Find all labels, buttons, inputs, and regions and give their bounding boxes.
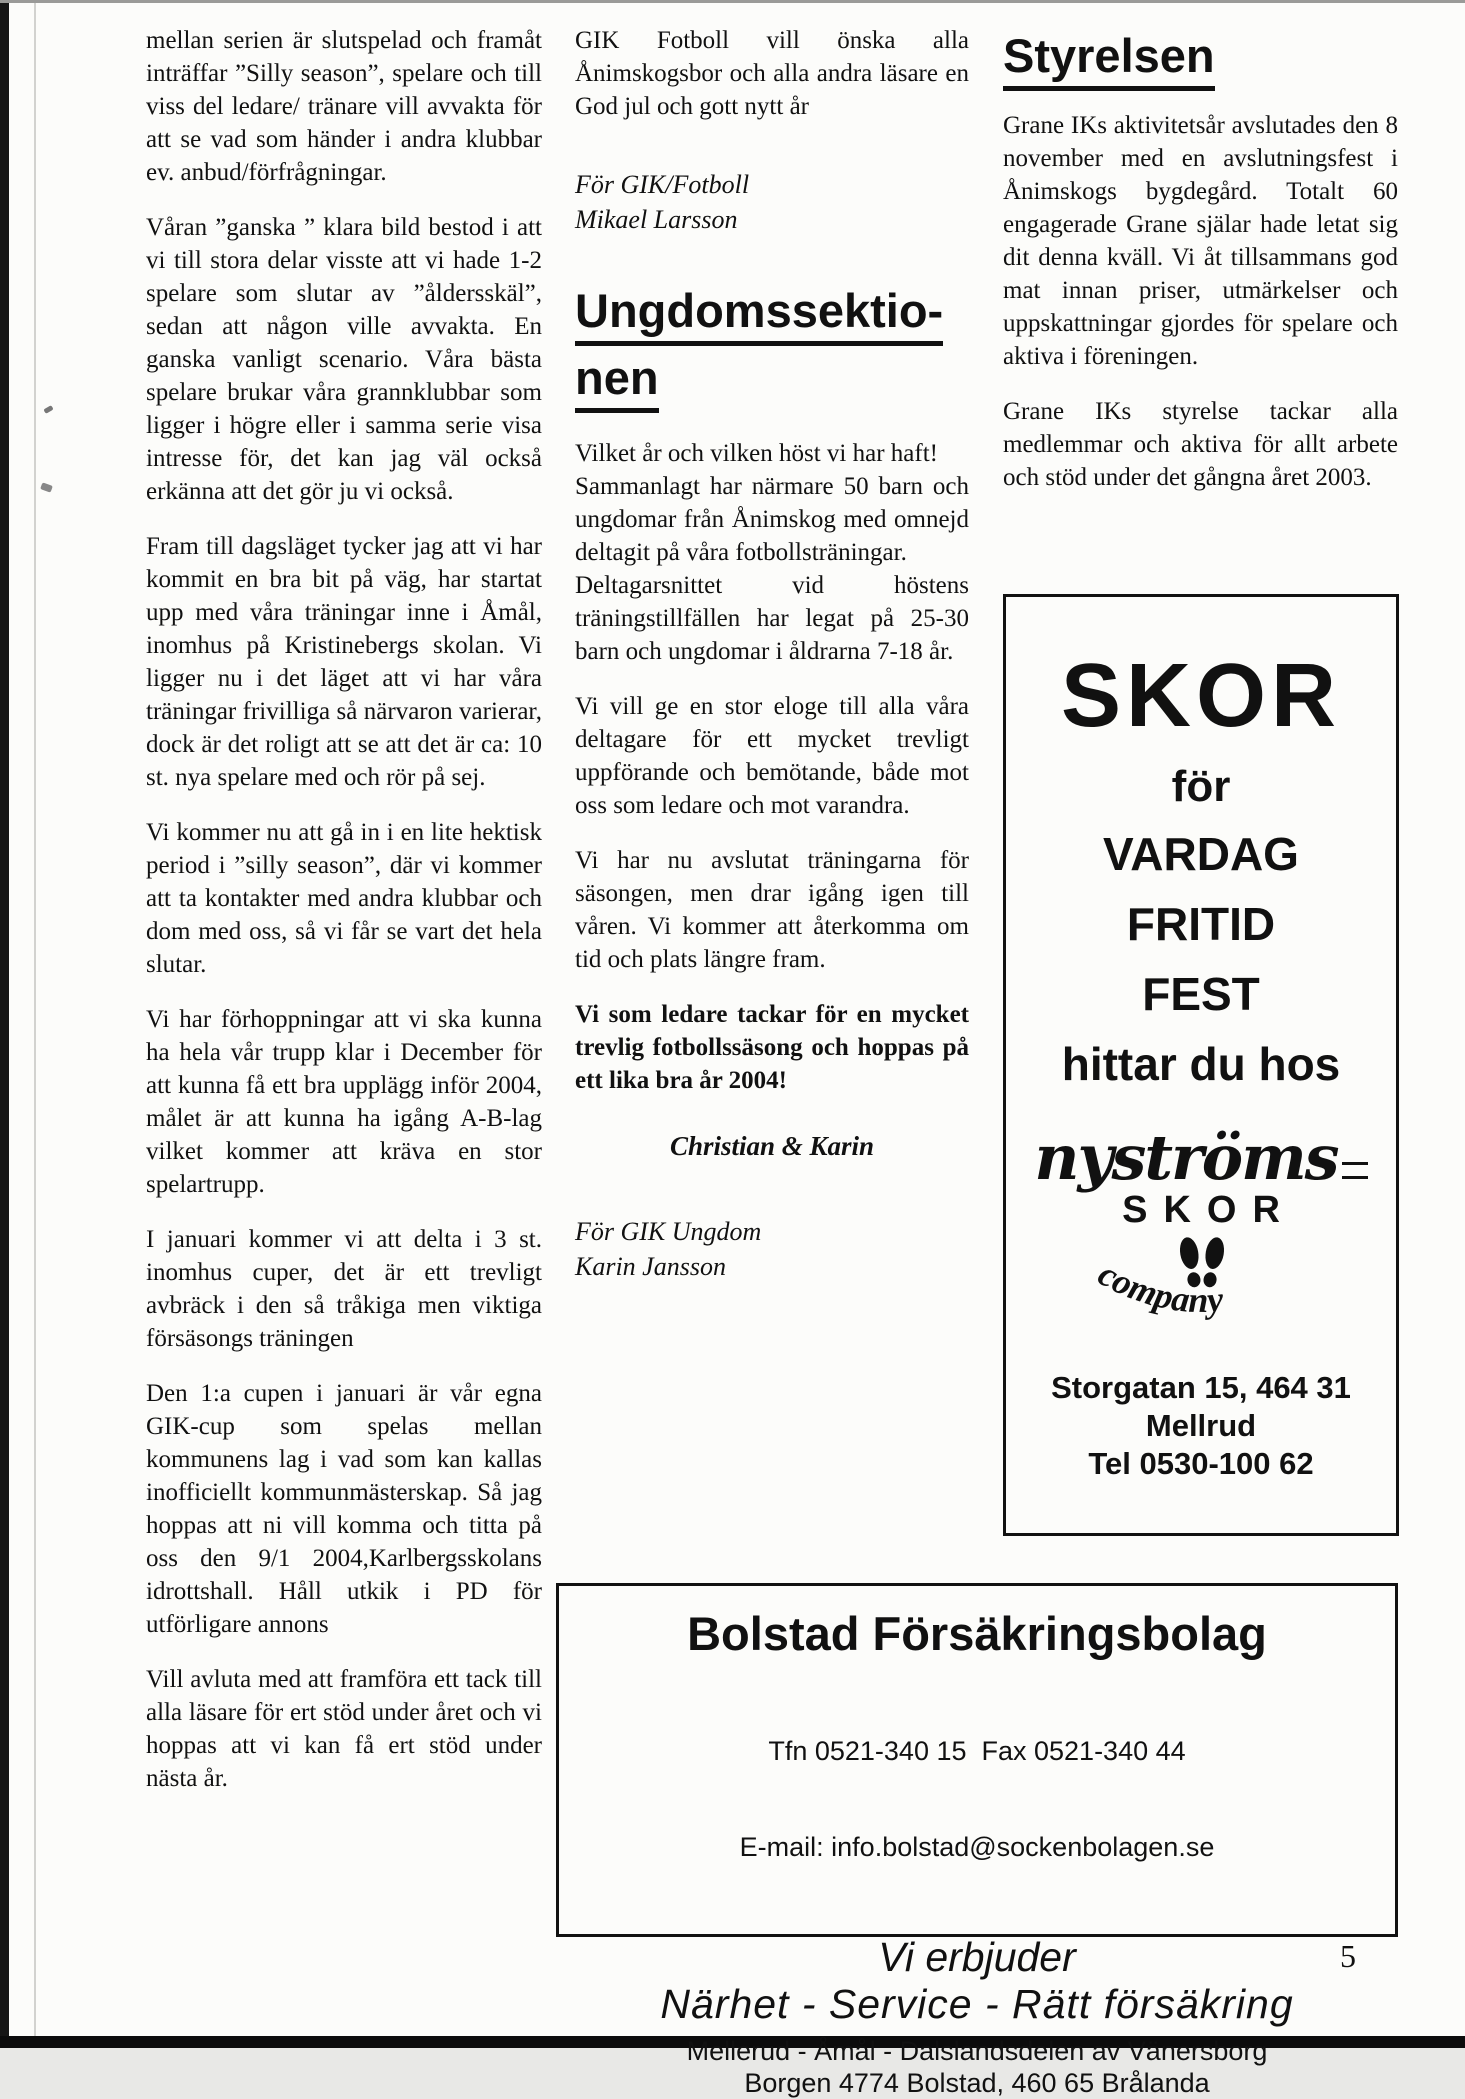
ad-bolstad-email: E-mail: info.bolstad@sockenbolagen.se (739, 1832, 1215, 1862)
paragraph: Sammanlagt har närmare 50 barn och ungdomar från Ånimskog med omnejd deltagit på våra fotbollsträningar. (575, 472, 969, 566)
ad-bolstad-forsakringsbolag (556, 1583, 1398, 2099)
ad-skor-headline: SKOR (1060, 646, 1342, 746)
logo-speed-lines-icon (1342, 1162, 1368, 1179)
paragraph: Vi vill ge en stor eloge till alla våra deltagare för ett mycket trevligt uppförande och bemötande, både mot oss som ledare och mot varandra. (575, 692, 969, 819)
heading-line: Ungdomssektio- (575, 286, 943, 346)
ad-bolstad-region: Mellerud - Åmål - Dalslandsdelen av Vänersborg (686, 2036, 1268, 2067)
paragraph: Fram till dagsläget tycker jag att vi har kommit en bra bit på väg, har startat upp med våra träningar inne i Åmål, inomhus på Kristinebergs skolan. Vi ligger nu i det läget att vi har våra träningar frivilliga så närvaron varierar, dock är det roligt att se att det är ca: 10 st. nya spelare med och rör på sej. (146, 533, 542, 791)
ad-skor-line: VARDAG (1103, 828, 1299, 880)
signature-christian-karin: Christian & Karin (669, 1130, 875, 1161)
scan-edge-left (0, 0, 9, 2048)
column-right (1003, 24, 1398, 494)
column-middle (575, 24, 969, 1284)
ad-bolstad-tagline: Närhet - Service - Rätt försäkring (660, 1981, 1294, 2028)
ad-skor-line: hittar du hos (1061, 1038, 1341, 1090)
ad-bolstad-tagline: Vi erbjuder (878, 1934, 1076, 1980)
scan-edge-top (0, 0, 1465, 3)
paragraph: Vi har nu avslutat träningarna för säsongen, men drar igång igen till våren. Vi kommer att återkomma om tid och plats längre fram. (575, 846, 969, 973)
paragraph: GIK Fotboll vill önska alla Ånimskogsbor och alla andra läsare en God jul och gott nytt år (575, 27, 969, 120)
paragraph: Den 1:a cupen i januari är vår egna GIK-cup som spelas mellan kommunens lag i vad som kan kallas inofficiellt kommunmästerskap. Så jag hoppas att ni vill komma och titta på oss den 9/1 2004,Karlbergsskolans idrottshall. Håll utkik i PD för utförligare annons (146, 1380, 542, 1638)
paragraph: Grane IKs aktivitetsår avslutades den 8 november med en avslutningsfest i Ånimskogs bygdegård. Totalt 60 engagerade Grane själar hade letat sig dit denna kväll. Vi åt tillsammans god mat innan priser, utmärkelser och uppskattningar gjordes för spelare och aktiva i föreningen. (1003, 111, 1398, 370)
signoff-name: Mikael Larsson (575, 205, 738, 234)
paragraph: mellan serien är slutspelad och framåt inträffar ”Silly season”, spelare och till viss del ledare/ tränare vill avvakta för att se vad som händer i andra klubbar ev. anbud/förfrågningar. (146, 27, 542, 186)
paragraph: Grane IKs styrelse tackar alla medlemmar och aktiva för allt arbete och stöd under det gångna året 2003. (1003, 397, 1398, 491)
signoff-gik-ungdom (575, 1214, 969, 1284)
signoff-gik-fotboll (575, 167, 969, 237)
address-line: Tel 0530-100 62 (1088, 1446, 1314, 1481)
ad-nystroms-skor (1003, 594, 1399, 1536)
section-heading-ungdomssektionen (575, 279, 969, 413)
signoff-role: För GIK/Fotboll (575, 170, 750, 199)
ad-skor-line: FRITID (1126, 898, 1276, 950)
scan-edge-shadow (34, 0, 36, 2048)
paragraph: Våran ”ganska ” klara bild bestod i att vi till stora delar visste att vi hade 1-2 spelare som slutar av ”åldersskäl”, sedan att någon ville avvakta. En ganska vanligt scenario. Våra bästa spelare brukar våra grannklubbar som ligger i högre eller i samma serie visa intresse för, det kan jag väl också erkänna att det gör ju vi också. (146, 214, 542, 505)
heading-line: nen (575, 353, 659, 413)
svg-text:company: company (1091, 1253, 1225, 1321)
ad-skor-address (1006, 1369, 1396, 1483)
page-number: 5 (1340, 1938, 1356, 1974)
ad-bolstad-street: Borgen 4774 Bolstad, 460 65 Brålanda (744, 2068, 1210, 2099)
heading-line: Styrelsen (1003, 31, 1215, 91)
paragraph: Vill avluta med att framföra ett tack till alla läsare för ert stöd under året och vi hoppas att vi kan få ert stöd under nästa år. (146, 1666, 542, 1792)
paragraph: Vi kommer nu att gå in i en lite hektisk period i ”silly season”, där vi kommer att ta kontakter med andra klubbar och dom med oss, så vi får se vart det hela slutar. (146, 819, 542, 978)
address-line: Storgatan 15, 464 31 (1051, 1370, 1351, 1405)
address-line: Mellrud (1145, 1408, 1257, 1443)
scan-speck (43, 405, 53, 414)
section-heading-styrelsen (1003, 24, 1398, 91)
paragraph: I januari kommer vi att delta i 3 st. inomhus cuper, det är ett trevligt avbräck i den så tråkiga men viktiga försäsongs träningen (146, 1226, 542, 1352)
ad-bolstad-title: Bolstad Försäkringsbolag (687, 1607, 1267, 1660)
ad-skor-line: för (1171, 762, 1231, 811)
column-left (146, 24, 542, 1795)
paragraph: Vilket år och vilken höst vi har haft! (575, 439, 938, 467)
nystroms-logo (1006, 1121, 1396, 1343)
nystroms-logo-skor: SKOR (1122, 1189, 1296, 1231)
signoff-role: För GIK Ungdom (575, 1216, 762, 1246)
paragraph-bold-thanks: Vi som ledare tackar för en mycket trevlig fotbollssäsong och hoppas på ett lika bra år 2004! (575, 1000, 969, 1094)
signoff-name: Karin Jansson (575, 1251, 726, 1281)
paragraph: Vi har förhoppningar att vi ska kunna ha hela vår trupp klar i December för att kunna få ett bra upplägg inför 2004, målet är att kunna ha igång A-B-lag vilket kommer att kräva en stor spelartrupp. (146, 1006, 542, 1198)
scan-speck (40, 482, 53, 492)
ad-skor-line: FEST (1142, 968, 1260, 1020)
paragraph: Deltagarsnittet vid höstens träningstillfällen har legat på 25-30 barn och ungdomar i åldrarna 7-18 år. (575, 571, 969, 665)
nystroms-logo-wordmark: nyströms (1034, 1121, 1338, 1194)
company-arc-text (1071, 1251, 1331, 1343)
ad-bolstad-phone: Tfn 0521-340 15 Fax 0521-340 44 (768, 1736, 1186, 1766)
